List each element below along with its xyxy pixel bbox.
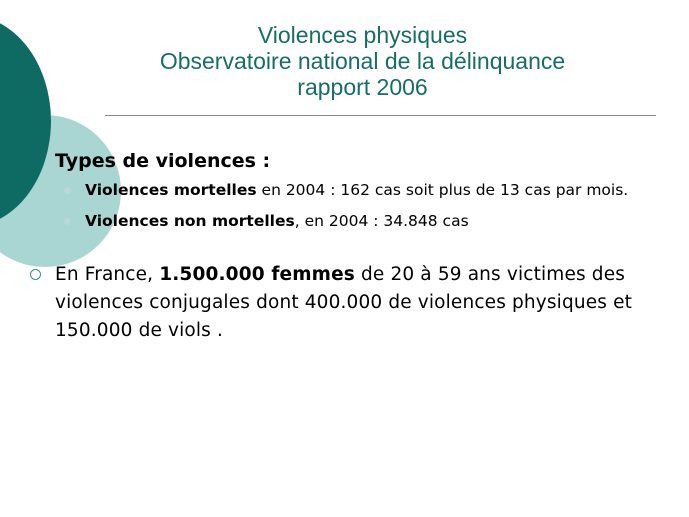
statistic-highlight: 1.500.000 femmes bbox=[159, 264, 355, 285]
bullet-dot-icon bbox=[64, 218, 71, 225]
statistic-prefix: En France, bbox=[55, 264, 160, 285]
item-text: , en 2004 : 34.848 cas bbox=[294, 212, 469, 230]
item-label: Violences mortelles bbox=[85, 181, 257, 199]
bullet-dot-icon bbox=[64, 187, 71, 194]
item-text: en 2004 : 162 cas soit plus de 13 cas par mois. bbox=[256, 181, 629, 199]
section-heading: Types de violences : bbox=[55, 150, 271, 172]
france-statistic-item bbox=[30, 261, 675, 345]
statistic-suffix: de 20 à 59 ans victimes des violences conjugales dont 400.000 de violences physiques et 150.000 de viols . bbox=[55, 264, 633, 341]
title-line-1: Violences physiques bbox=[257, 22, 468, 48]
title-divider bbox=[105, 115, 656, 116]
title-line-3: rapport 2006 bbox=[297, 74, 428, 100]
list-item-mortelles bbox=[63, 180, 685, 201]
hollow-circle-bullet-icon bbox=[30, 269, 41, 280]
statistic-text bbox=[55, 261, 675, 345]
title-line-2: Observatoire national de la délinquance bbox=[159, 48, 566, 74]
item-label: Violences non mortelles bbox=[85, 212, 295, 230]
slide-title bbox=[55, 22, 670, 100]
violence-types-list bbox=[63, 180, 685, 232]
list-item-non-mortelles bbox=[63, 211, 685, 232]
